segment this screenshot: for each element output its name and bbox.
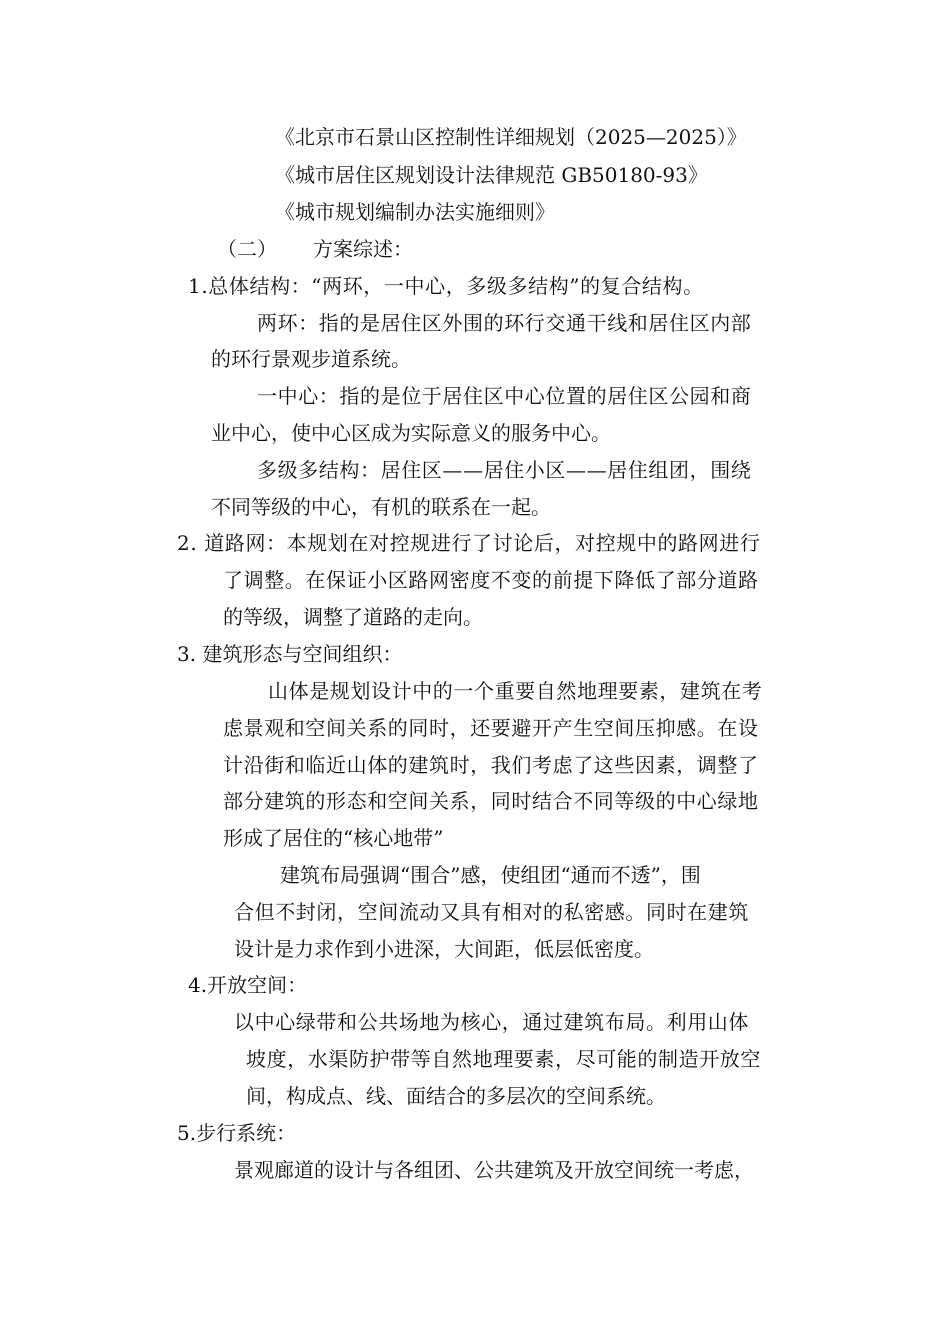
reference-line: 《北京市石景山区控制性详细规划（2025—2025）》	[275, 125, 747, 149]
item-heading: 5.步行系统：	[177, 1121, 297, 1145]
item-heading: 2. 道路网：本规划在对控规进行了讨论后，对控规中的路网进行	[177, 531, 761, 555]
paragraph-line: 的环行景观步道系统。	[211, 347, 411, 371]
paragraph-line: 部分建筑的形态和空间关系，同时结合不同等级的中心绿地	[223, 789, 759, 813]
item-heading: 1.总体结构：“两环，一中心，多级多结构”的复合结构。	[188, 274, 704, 298]
section-title: 方案综述：	[313, 237, 413, 261]
paragraph-line: 坡度，水渠防护带等自然地理要素，尽可能的制造开放空	[246, 1047, 761, 1071]
paragraph-line: 一中心：指的是位于居住区中心位置的居住区公园和商	[257, 384, 752, 408]
paragraph-line: 间，构成点、线、面结合的多层次的空间系统。	[246, 1084, 666, 1108]
paragraph-line: 多级多结构：居住区——居住小区——居住组团，围绕	[257, 458, 752, 482]
section-number: （二）	[217, 237, 277, 261]
paragraph-line: 虑景观和空间关系的同时，还要避开产生空间压抑感。在设	[223, 716, 759, 740]
paragraph-line: 业中心，使中心区成为实际意义的服务中心。	[211, 421, 611, 445]
paragraph-line: 计沿街和临近山体的建筑时，我们考虑了这些因素，调整了	[223, 753, 759, 777]
paragraph-line: 山体是规划设计中的一个重要自然地理要素，建筑在考	[268, 679, 763, 703]
item-heading: 3. 建筑形态与空间组织：	[177, 642, 403, 666]
paragraph-line: 的等级，调整了道路的走向。	[223, 605, 483, 629]
paragraph-line: 景观廊道的设计与各组团、公共建筑及开放空间统一考虑，	[234, 1158, 754, 1182]
paragraph-line: 以中心绿带和公共场地为核心，通过建筑布局。利用山体	[234, 1010, 749, 1034]
paragraph-line: 两环：指的是居住区外围的环行交通干线和居住区内部	[257, 311, 752, 335]
paragraph-line: 了调整。在保证小区路网密度不变的前提下降低了部分道路	[223, 568, 759, 592]
paragraph-line: 不同等级的中心，有机的联系在一起。	[211, 495, 551, 519]
paragraph-line: 合但不封闭，空间流动又具有相对的私密感。同时在建筑	[234, 900, 749, 924]
paragraph-line: 建筑布局强调“围合”感，使组团“通而不透”，围	[280, 863, 701, 887]
reference-line: 《城市规划编制办法实施细则》	[275, 200, 555, 224]
paragraph-line: 形成了居住的“核心地带”	[223, 826, 444, 850]
item-heading: 4.开放空间：	[188, 973, 308, 997]
reference-line: 《城市居住区规划设计法律规范 GB50180-93》	[275, 163, 708, 187]
paragraph-line: 设计是力求作到小进深，大间距，低层低密度。	[234, 937, 654, 961]
